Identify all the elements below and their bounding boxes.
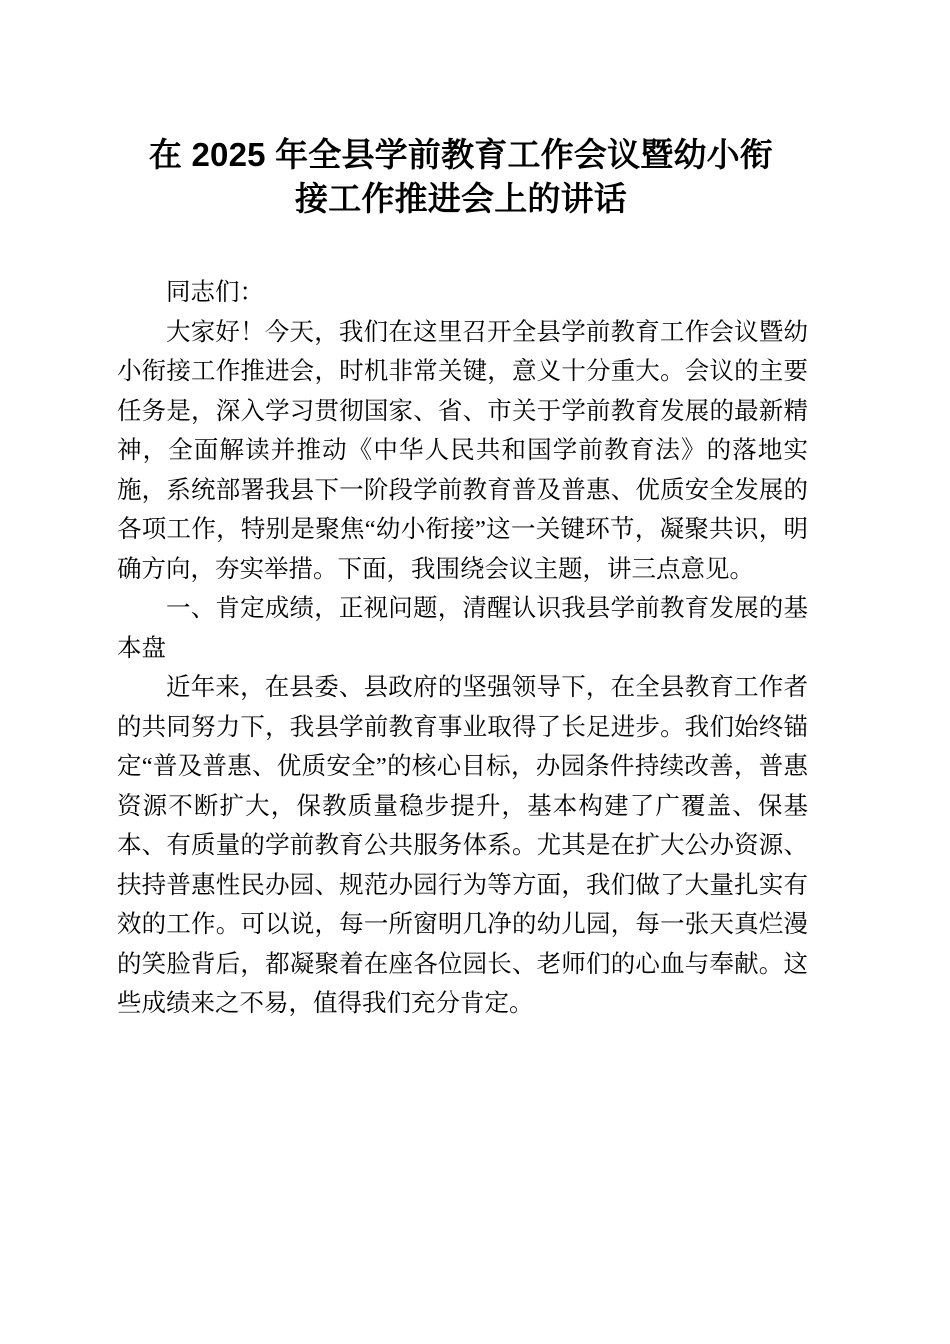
body-paragraph-1: 大家好！今天，我们在这里召开全县学前教育工作会议暨幼小衔接工作推进会，时机非常关键，意义十分重大。会议的主要任务是，深入学习贯彻国家、省、市关于学前教育发展的最新精神，全面解读并推动《中华人民共和国学前教育法》的落地实施，系统部署我县下一阶段学前教育普及普惠、优质安全发展的各项工作，特别是聚焦“幼小衔接”这一关键环节，凝聚共识，明确方向，夯实举措。下面，我围绕会议主题，讲三点意见。 [117, 318, 808, 583]
document-title [121, 0, 801, 221]
body-paragraph-2: 近年来，在县委、县政府的坚强领导下，在全县教育工作者的共同努力下，我县学前教育事业取得了长足进步。我们始终锚定“普及普惠、优质安全”的核心目标，办园条件持续改善，普惠资源不断扩大，保教质量稳步提升，基本构建了广覆盖、保基本、有质量的学前教育公共服务体系。尤其是在扩大公办资源、扶持普惠性民办园、规范办园行为等方面，我们做了大量扎实有效的工作。可以说，每一所窗明几净的幼儿园，每一张天真烂漫的笑脸背后，都凝聚着在座各位园长、老师们的心血与奉献。这些成绩来之不易，值得我们充分肯定。 [117, 674, 808, 1017]
document-content [117, 0, 808, 1024]
document-title-line-1: 在 2025 年全县学前教育工作会议暨幼小衔 [148, 136, 774, 173]
salutation-paragraph: 同志们： [166, 279, 264, 306]
title-body-spacer [117, 221, 808, 273]
document-title-line-2: 接工作推进会上的讲话 [295, 180, 627, 217]
section-heading-1: 一、肯定成绩，正视问题，清醒认识我县学前教育发展的基本盘 [117, 595, 808, 662]
